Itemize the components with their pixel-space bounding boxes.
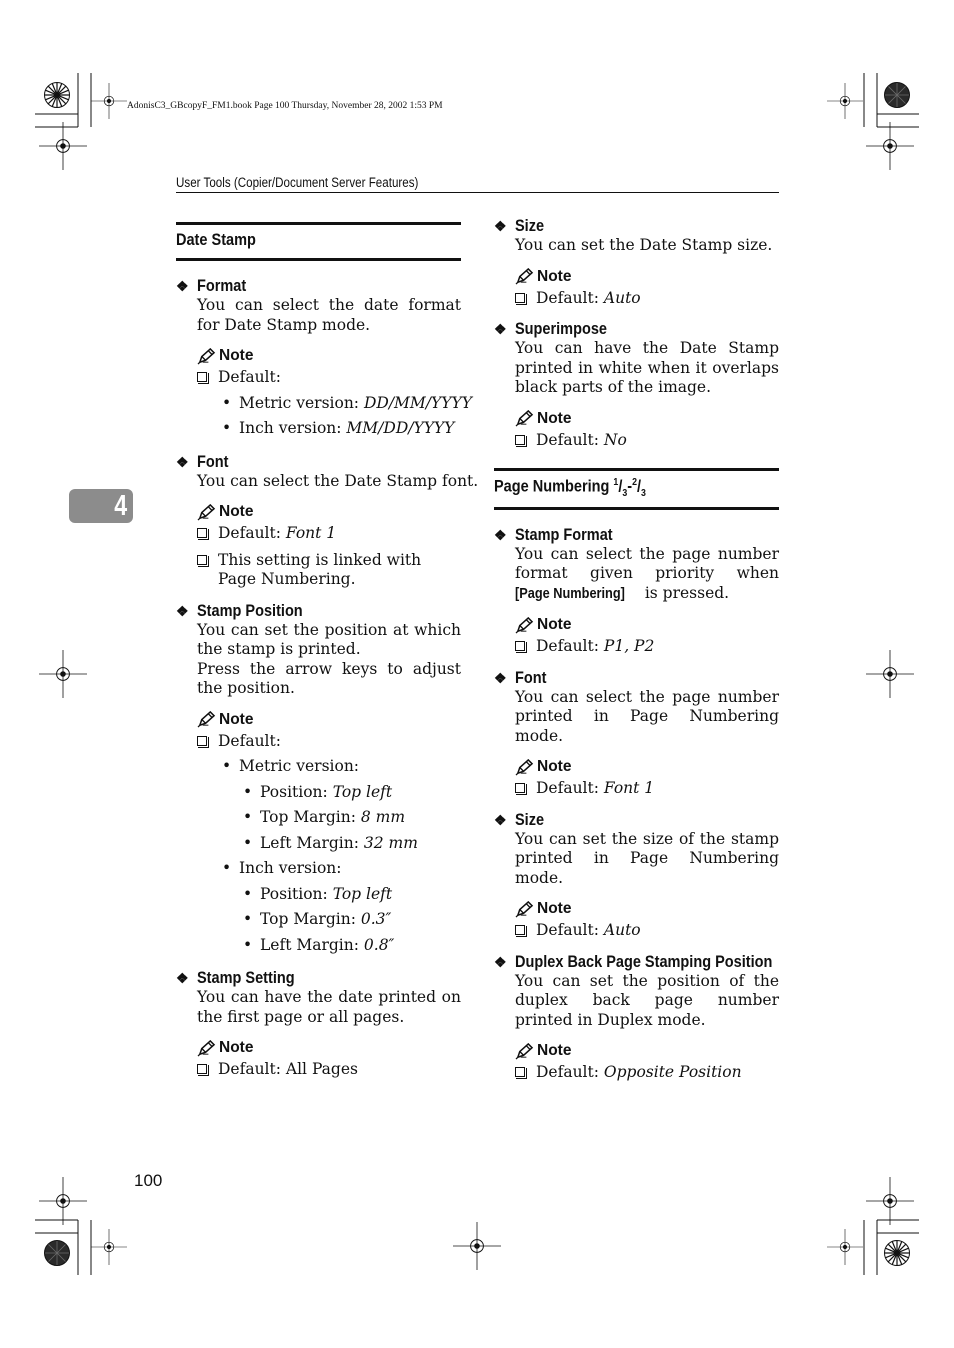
pencil-icon — [197, 1040, 216, 1057]
duplex-note: Note — [515, 1042, 779, 1060]
date-stamp-title: Date Stamp — [176, 222, 461, 261]
print-header: AdonisC3_GBcopyF_FM1.book Page 100 Thursday, November 28, 2002 1:53 PM — [127, 101, 443, 111]
inch-left-margin: • Left Margin: 0.8″ — [243, 935, 395, 954]
left-column — [176, 222, 479, 1080]
format-metric: • Metric version: DD/MM/YYYY — [222, 393, 472, 412]
pencil-icon — [515, 617, 534, 634]
font-heading: ❖ Font — [176, 452, 229, 471]
pencil-icon — [197, 504, 216, 521]
checkbox-icon — [515, 925, 525, 935]
checkbox-icon — [515, 783, 525, 793]
chapter-tab — [69, 489, 133, 523]
metric-top-margin: • Top Margin: 8 mm — [243, 808, 406, 826]
font-note: Note — [197, 503, 461, 521]
format-text: You can select the date format for Date Stamp mode. — [197, 296, 461, 334]
font-text: You can select the Date Stamp font. — [197, 471, 479, 490]
stamp-format-text: You can select the page number format given priority when [Page Numbering] is pressed. — [515, 544, 779, 602]
checkbox-icon — [197, 372, 207, 382]
pencil-icon — [197, 348, 216, 365]
size-default: Default: Auto — [515, 289, 779, 309]
stamp-format-note: Note — [515, 616, 779, 634]
superimpose-heading: ❖ Superimpose — [494, 320, 607, 338]
format-note: Note — [197, 347, 461, 365]
font-default: Default: Font 1 — [197, 524, 461, 544]
pencil-icon — [515, 268, 534, 285]
stamp-setting-default: Default: All Pages — [197, 1060, 461, 1080]
stamp-setting-heading: ❖ Stamp Setting — [176, 969, 295, 987]
size-note: Note — [515, 268, 779, 286]
superimpose-text: You can have the Date Stamp printed in white when it overlaps black parts of the image. — [515, 339, 779, 396]
checkbox-icon — [515, 435, 525, 445]
size-heading: ❖ Size — [494, 217, 545, 235]
superimpose-note: Note — [515, 410, 779, 428]
pn-font-note: Note — [515, 758, 779, 776]
duplex-heading: ❖ Duplex Back Page Stamping Position — [494, 952, 773, 971]
metric-left-margin: • Left Margin: 32 mm — [243, 833, 418, 852]
running-head: User Tools (Copier/Document Server Features) — [176, 175, 419, 190]
stamp-position-text1: You can set the position at which the stamp is printed. — [197, 620, 461, 658]
right-column — [494, 207, 779, 1083]
pn-font-heading: ❖ Font — [494, 668, 547, 687]
stamp-position-default: Default: — [197, 732, 461, 752]
stamp-setting-note: Note — [197, 1039, 461, 1057]
superimpose-default: Default: No — [515, 431, 779, 451]
stamp-setting-text: You can have the date printed on the first page or all pages. — [197, 988, 461, 1026]
size-text: You can set the Date Stamp size. — [515, 236, 773, 254]
pencil-icon — [515, 901, 534, 918]
stamp-format-heading: ❖ Stamp Format — [494, 525, 613, 544]
checkbox-icon — [515, 641, 525, 651]
chapter-number: 4 — [114, 490, 127, 522]
pn-size-text: You can set the size of the stamp printed in Page Numbering mode. — [515, 829, 779, 887]
format-heading: ❖ Format — [176, 277, 247, 295]
pn-size-note: Note — [515, 900, 779, 918]
stamp-position-metric: • Metric version: — [222, 757, 360, 775]
metric-position: • Position: Top left — [243, 782, 393, 801]
checkbox-icon — [197, 1064, 207, 1074]
stamp-position-note: Note — [197, 711, 461, 729]
stamp-position-heading: ❖ Stamp Position — [176, 601, 303, 620]
checkbox-icon — [197, 528, 207, 538]
format-inch: • Inch version: MM/DD/YYYY — [222, 419, 455, 437]
pencil-icon — [197, 711, 216, 728]
inch-position: • Position: Top left — [243, 884, 393, 903]
pencil-icon — [515, 410, 534, 427]
header-rule — [176, 192, 779, 193]
checkbox-icon — [197, 736, 207, 746]
page-numbering-title: Page Numbering $^1/_3-^2/_3$ — [494, 468, 779, 510]
inch-top-margin: • Top Margin: 0.3″ — [243, 910, 392, 928]
pn-size-default: Default: Auto — [515, 921, 779, 941]
pn-font-text: You can select the page number printed in Page Numbering mode. — [515, 687, 779, 745]
pencil-icon — [515, 759, 534, 776]
format-default: Default: — [197, 368, 461, 388]
pn-font-default: Default: Font 1 — [515, 779, 779, 799]
duplex-text: You can set the position of the duplex back page number printed in Duplex mode. — [515, 971, 779, 1029]
font-linked: This setting is linked with Page Numbering. — [197, 551, 461, 590]
duplex-default: Default: Opposite Position — [515, 1063, 779, 1083]
checkbox-icon — [515, 293, 525, 303]
page-number: 100 — [134, 1171, 163, 1190]
pencil-icon — [515, 1043, 534, 1060]
checkbox-icon — [197, 555, 207, 565]
stamp-position-inch: • Inch version: — [222, 859, 342, 877]
pn-size-heading: ❖ Size — [494, 810, 545, 829]
stamp-format-default: Default: P1, P2 — [515, 637, 779, 657]
checkbox-icon — [515, 1067, 525, 1077]
stamp-position-text2: Press the arrow keys to adjust the position. — [197, 659, 461, 697]
